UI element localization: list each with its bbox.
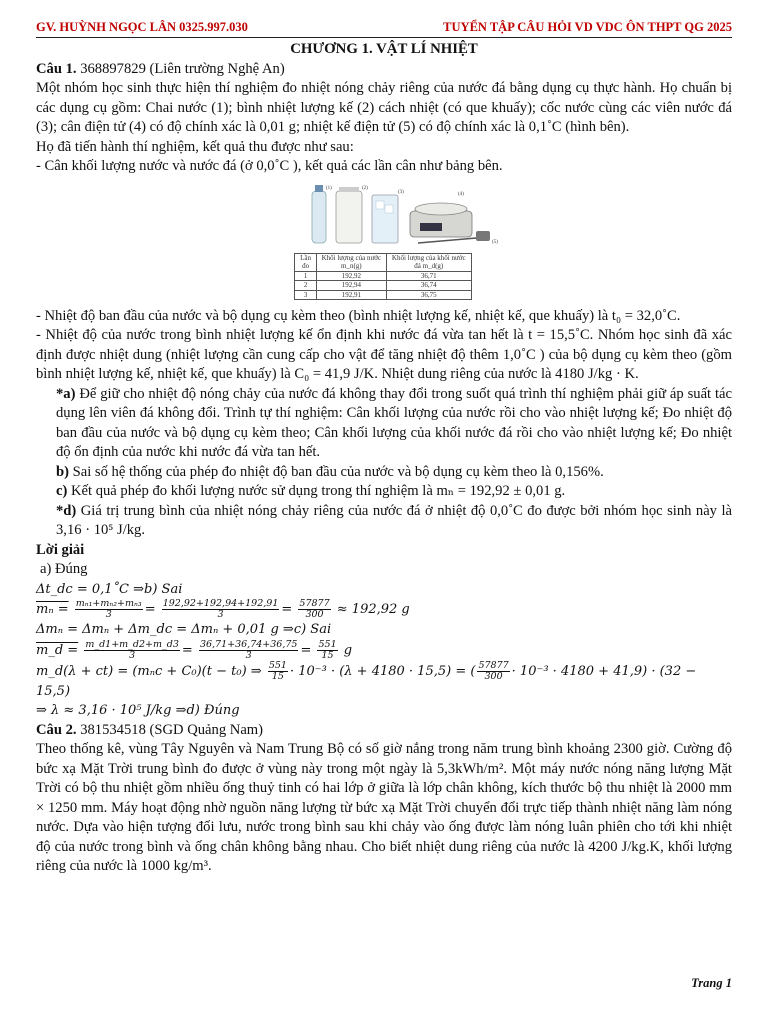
q1-statement-a <box>36 385 732 463</box>
document-body <box>36 40 732 877</box>
table-row <box>295 281 472 291</box>
bottle-shape <box>312 191 326 243</box>
frac-num: 192,92+192,94+192,91 <box>162 598 279 609</box>
balance-part-3: · 10⁻³ · 4180 + 41,9) · (32 − <box>511 663 697 679</box>
fraction <box>84 640 180 661</box>
table-header-row <box>295 253 472 271</box>
solution-energy-balance-cont: 15,5) <box>36 683 71 699</box>
balance-part-2: · 10⁻³ · (λ + 4180 · 15,5) = ( <box>289 663 476 679</box>
solution-a: a) Đúng <box>40 561 88 577</box>
fraction <box>268 661 288 682</box>
statement-c-text: Kết quả phép đo khối lượng nước sử dụng trong thí nghiệm là mₙ = 192,92 ± 0,01 g. <box>67 483 566 499</box>
table-cell: 192,94 <box>317 281 386 291</box>
frac-num: 36,71+36,74+36,75 <box>199 638 298 650</box>
statement-a-text: Để giữ cho nhiệt độ nóng chảy của nước đá không thay đổi trong suốt quá trình thí nghiệm phải giữ áp suất tác dụng lên viên đá không đổi. Trình tự thí nghiệm: Cân khối lượng của nước rồi cho vào nhiệt lượng kế; Đo nhiệt độ ban đầu của nước và bộ dụng cụ kèm theo; Cân khối lượng của khối nước đá rồi cho vào nhiệt lượng kế; Đo nhiệt độ ổn định của nước khi nước đá vừa tan hết. <box>56 385 732 460</box>
solution-energy-balance <box>36 661 732 682</box>
table-cell: 3 <box>295 290 317 300</box>
table-row <box>295 290 472 300</box>
fraction <box>317 640 337 661</box>
solution-d: ⇒ λ ≈ 3,16 · 10⁵ J/kg ⇒d) Đúng <box>36 703 240 718</box>
solution-mean-md: m_d = $\frac{m\_d1+m\_d2+m\_d3}{3}$ = $\frac{36,71+36,74+36,75}{3}$ = $\frac{551}{15}$ g <box>36 638 353 661</box>
fig-label-1: (1) <box>326 185 332 191</box>
frac-num: 551 <box>268 659 287 671</box>
chapter-title: CHƯƠNG 1. VẬT LÍ NHIỆT <box>290 41 478 57</box>
statement-d-text: Giá trị trung bình của nhiệt nóng chảy riêng của nước đá ở nhiệt độ 0,0˚C đo được bởi nhóm học sinh này là 3,16 · 10⁵ J/kg. <box>56 502 732 538</box>
fraction <box>75 599 143 620</box>
solution-c: Δmₙ = Δmₙ + Δm_dc = Δmₙ + 0,01 g ⇒c) Sai <box>36 622 332 637</box>
q1-line4: - Nhiệt độ ban đầu của nước và bộ dụng cụ kèm theo (bình nhiệt lượng kế, nhiệt kế, que khuấy) là t₀ = 32,0˚C. <box>36 307 681 324</box>
table-cell: 36,71 <box>386 271 471 281</box>
mean-md-lhs: m_d = <box>36 642 79 658</box>
table-header-cell: Khối lượng của khối nước đá m_d(g) <box>386 253 471 271</box>
statement-c-label: c) <box>56 483 68 499</box>
q1-statement-b <box>36 463 732 483</box>
q2-label: Câu 2. <box>36 721 77 738</box>
q1-line3: - Cân khối lượng nước và nước đá (ở 0,0˚C ), kết quả các lần cân như bảng bên. <box>36 158 503 174</box>
table-cell: 1 <box>295 271 317 281</box>
table-row <box>295 271 472 281</box>
q1-line5: - Nhiệt độ của nước trong bình nhiệt lượng kế ổn định khi nước đá vừa tan hết là t = 15,5˚C. Nhóm học sinh đã xác định được nhiệt dung (nhiệt lượng cần cung cấp cho vật để tăng nhiệt độ thêm 1,0˚C ) của bộ dụng cụ kèm theo (gồm bình nhiệt lượng kế, nhiệt kế, que khuấy) là C₀ = 41,9 J/K. Nhiệt dung riêng của nước là 4180 J/kg · K. <box>36 327 732 382</box>
statement-b-text: Sai số hệ thống của phép đo nhiệt độ ban đầu của nước và bộ dụng cụ kèm theo là 0,156%. <box>68 463 604 480</box>
header-collection-title: TUYỂN TẬP CÂU HỎI VD VDC ÔN THPT QG 2025 <box>443 20 732 34</box>
q2-text: Theo thống kê, vùng Tây Nguyên và Nam Trung Bộ có số giờ nắng trong năm trung bình khoảng 2300 giờ. Cường độ bức xạ Mặt Trời trung bình đo được ở vùng này trong một ngày là 5,3kWh/m². Một máy nước nóng năng lượng Mặt Trời có bộ thu nhiệt gồm nhiều ống thuỷ tinh có hai lớp ở giữa là lớp chân không, kích thước bộ thu nhiệt là 2000 mm × 1250 mm. Máy hoạt động nhờ nguồn năng lượng từ bức xạ Mặt Trời chuyển đổi trực tiếp thành nhiệt năng làm nóng nước. Dựa vào hiện tượng đối lưu, nước trong bình sau khi chảy vào ống được làm nóng luân phiên cho tới khi nhiệt độ của nước trong bình và ống chân không bằng nhau. Cho biết nhiệt dung riêng của nước là 4200 J/kg.K, khối lượng riêng của nước là 1000 kg/m³. <box>36 741 732 874</box>
frac-num: 551 <box>318 638 337 650</box>
q1-heading <box>36 60 732 80</box>
fig-label-5: (5) <box>492 239 498 245</box>
q2-heading <box>36 721 732 741</box>
q1-source: 368897829 (Liên trường Nghệ An) <box>76 60 285 77</box>
frac-den: 3 <box>105 609 112 620</box>
frac-num: 57877 <box>299 598 330 609</box>
fraction <box>162 599 280 620</box>
table-cell: 36,75 <box>386 290 471 300</box>
statement-a-label: *a) <box>56 385 76 402</box>
frac-num: m_d1+m_d2+m_d3 <box>85 638 179 650</box>
fraction <box>199 640 299 661</box>
table-cell: 36,74 <box>386 281 471 291</box>
frac-den: 3 <box>245 649 252 661</box>
q1-line2: Họ đã tiến hành thí nghiệm, kết quả thu được như sau: <box>36 138 354 155</box>
fig-label-4: (4) <box>458 191 464 197</box>
frac-den: 15 <box>321 649 334 661</box>
q1-label: Câu 1. <box>36 60 77 77</box>
fraction <box>298 599 330 620</box>
statement-b-label: b) <box>56 463 69 480</box>
frac-den: 3 <box>217 609 224 620</box>
mean-mn-result: ≈ 192,92 g <box>336 602 410 617</box>
experiment-figure <box>36 181 732 307</box>
mean-mn-lhs: mₙ = <box>36 602 69 617</box>
equipment-photo <box>298 181 502 247</box>
frac-den: 300 <box>305 609 324 620</box>
frac-num: mₙ₁+mₙ₂+mₙ₃ <box>75 598 142 609</box>
table-cell: 2 <box>295 281 317 291</box>
solution-b: Δt_dc = 0,1˚C ⇒b) Sai <box>36 581 183 597</box>
solution-mean-mn: mₙ = $\frac{\text{mₙ₁+mₙ₂+mₙ₃}}{3}$ = $\frac{192,92+192,94+192,91}{3}$ = $\frac{57877}{300}$ ≈ 192,92 g <box>36 598 410 620</box>
page-header <box>36 18 732 38</box>
frac-num: 57877 <box>478 659 509 671</box>
frac-den: 300 <box>484 670 503 682</box>
frac-den: 3 <box>129 649 136 661</box>
q2-source: 381534518 (SGD Quảng Nam) <box>76 721 264 738</box>
header-author: GV. HUỲNH NGỌC LÂN 0325.997.030 <box>36 20 248 34</box>
mass-table <box>294 253 472 301</box>
table-cell: 192,91 <box>317 290 386 300</box>
fraction <box>477 661 509 682</box>
fig-label-2: (2) <box>362 185 368 191</box>
q1-statement-d <box>36 502 732 541</box>
solution-title-text: Lời giải <box>36 541 85 558</box>
page-number: Trang 1 <box>691 976 732 990</box>
fig-label-3: (3) <box>398 189 404 195</box>
solution-title <box>36 541 732 561</box>
mean-md-unit: g <box>343 642 353 658</box>
q1-statement-c <box>36 482 732 502</box>
header-divider <box>36 37 732 38</box>
frac-den: 15 <box>271 670 284 682</box>
table-header-cell: Lần đo <box>295 253 317 271</box>
calorimeter-shape <box>336 191 362 243</box>
q1-intro: Một nhóm học sinh thực hiện thí nghiệm đo nhiệt nóng chảy riêng của nước đá bằng dụng cụ thực hành. Họ chuẩn bị các dụng cụ gồm: Chai nước (1); bình nhiệt lượng kế (2) cách nhiệt (có que khuấy); cốc nước cùng các viên nước đá (3); cân điện tử (4) có độ chính xác là 0,01 g; nhiệt kế điện tử (5) có độ chính xác là 0,1˚C (hình bên). <box>36 80 732 135</box>
statement-d-label: *d) <box>56 502 77 519</box>
balance-part-1: m_d(λ + ct) = (mₙc + C₀)(t − t₀) ⇒ <box>36 663 262 679</box>
table-cell: 192,92 <box>317 271 386 281</box>
table-header-cell: Khối lượng của nước m_n(g) <box>317 253 386 271</box>
